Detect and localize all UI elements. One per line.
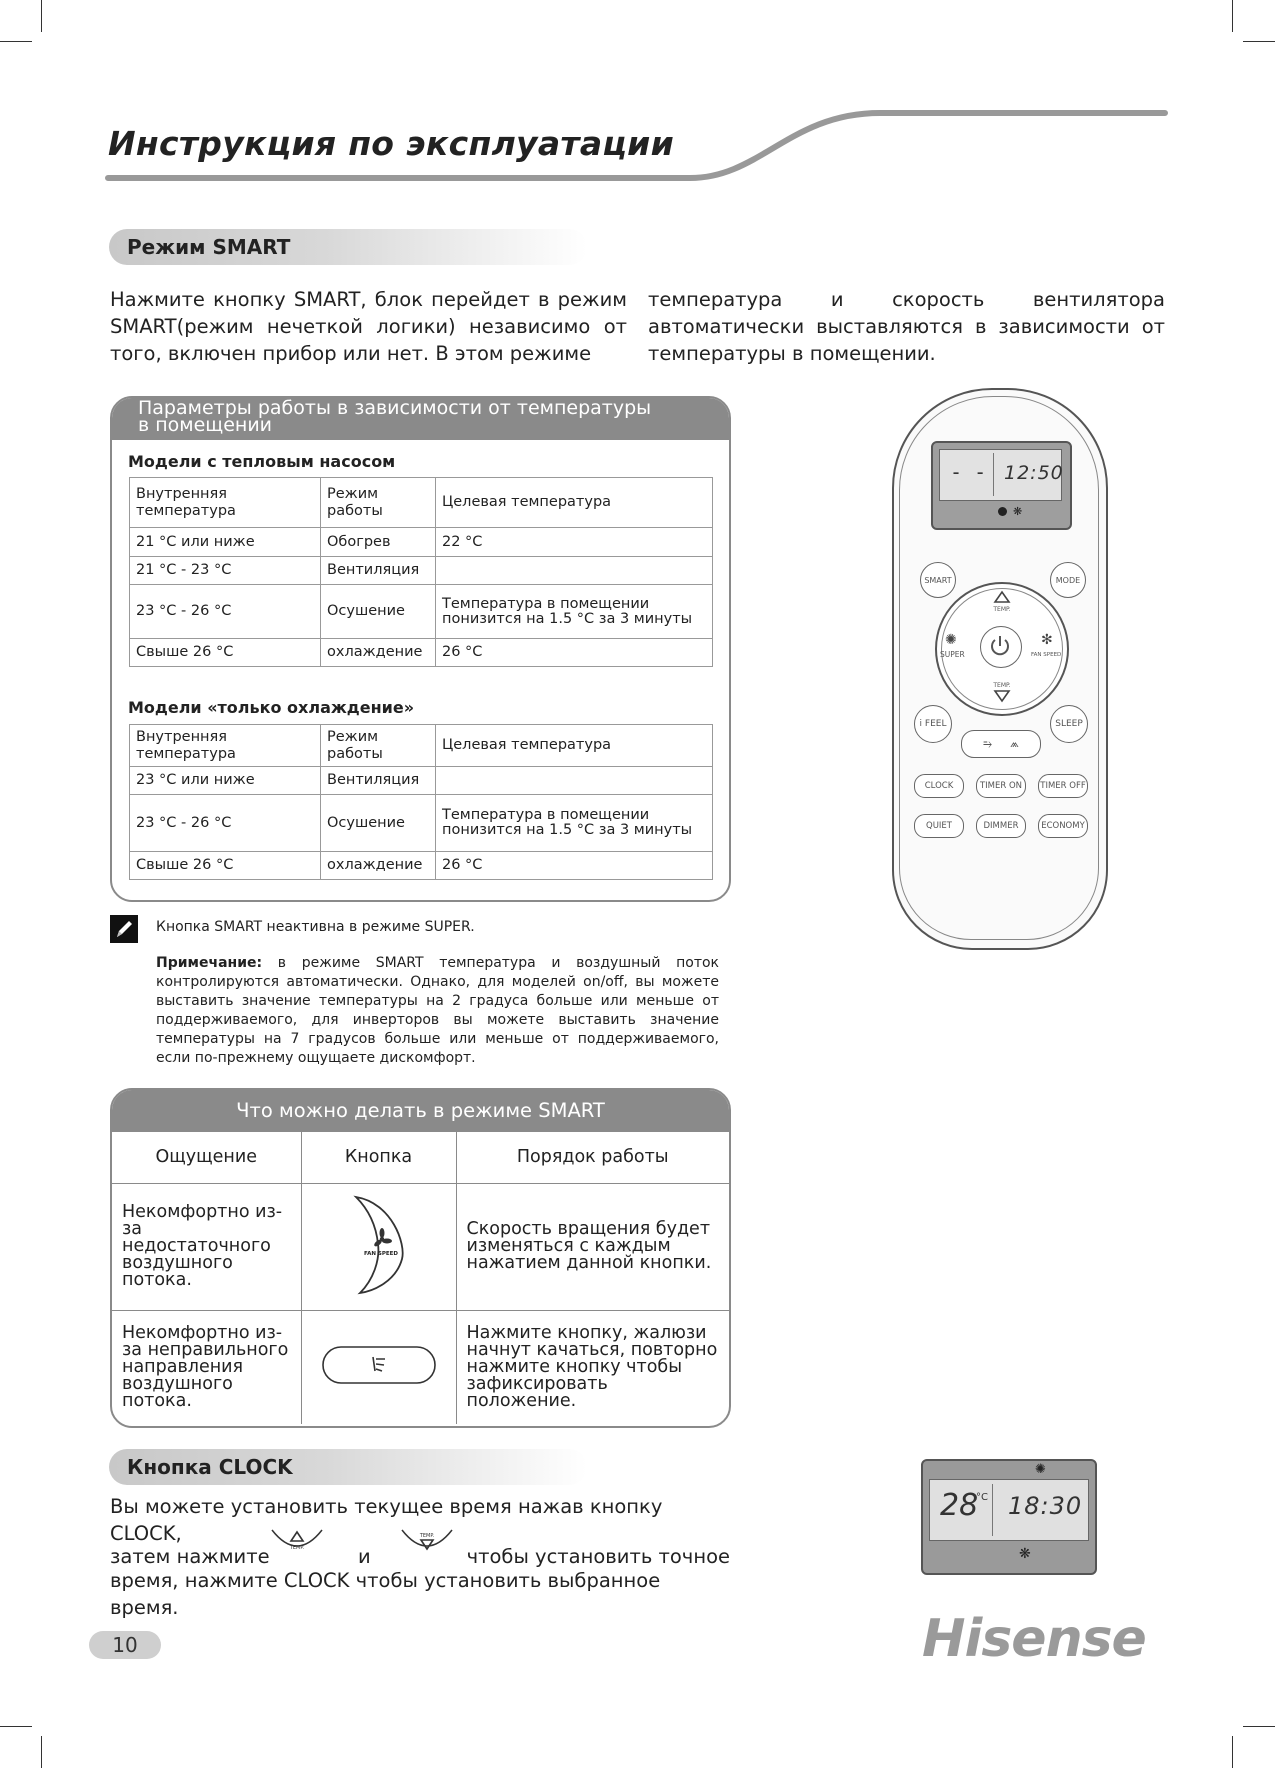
smart-section-title: Режим SMART xyxy=(109,229,587,265)
params-panel-title-line1: Параметры работы в зависимости от температуры xyxy=(138,397,652,419)
smart-actions-title: Что можно делать в режиме SMART xyxy=(112,1090,729,1132)
temp-up-button-label: TEMP. xyxy=(993,606,1011,613)
params-panel xyxy=(110,396,731,902)
table-cell: 22 °C xyxy=(436,528,713,557)
smart-actions-header-feeling: Ощущение xyxy=(112,1132,301,1183)
table-row xyxy=(130,639,713,667)
heatpump-header-temp: Внутренняя температура xyxy=(130,478,321,528)
remark xyxy=(156,954,719,1068)
smart-paragraph-right: температура и скорость вентилятора автоматически выставляются в зависимости от температуры в помещении. xyxy=(648,288,1165,365)
cooling-header-target: Целевая температура xyxy=(436,725,713,767)
table-cell: Температура в помещении понизится на 1.5 °C за 3 минуты xyxy=(436,795,713,852)
clock-lcd-divider xyxy=(992,1484,993,1536)
table-cell: Осушение xyxy=(321,585,436,639)
clock-line2-b: и xyxy=(358,1545,371,1568)
swing-button[interactable] xyxy=(961,730,1041,758)
super-button-label[interactable]: SUPER xyxy=(940,650,965,659)
table-cell xyxy=(436,767,713,795)
clock-line3: время, нажмите CLOCK чтобы установить выбранное время. xyxy=(110,1569,661,1619)
super-note: Кнопка SMART неактивна в режиме SUPER. xyxy=(156,919,475,935)
clock-display-unit: °C xyxy=(976,1492,988,1503)
page-title: Инструкция по эксплуатации xyxy=(108,124,675,163)
timer-off-button[interactable]: TIMER OFF xyxy=(1038,774,1088,798)
table-cell: 21 °C - 23 °C xyxy=(130,557,321,585)
cooling-header-temp: Внутренняя температура xyxy=(130,725,321,767)
clock-display-temp: 28 xyxy=(940,1488,979,1523)
remote-display xyxy=(931,441,1072,530)
table-row xyxy=(130,557,713,585)
smart-button[interactable]: SMART xyxy=(920,562,956,598)
table-cell: Скорость вращения будет изменяться с каждым нажатием данной кнопки. xyxy=(456,1183,729,1310)
temp-up-button[interactable] xyxy=(988,587,1016,613)
temp-up-icon xyxy=(270,1526,324,1556)
clock-section-title: Кнопка CLOCK xyxy=(109,1449,587,1485)
smart-actions-header-action: Порядок работы xyxy=(456,1132,729,1183)
hisense-logo: Hisense xyxy=(922,1609,1146,1669)
fan-speed-button-cell xyxy=(301,1183,456,1310)
table-row xyxy=(130,767,713,795)
smart-actions-panel xyxy=(110,1088,731,1428)
table-cell: Вентиляция xyxy=(321,767,436,795)
table-row xyxy=(112,1310,729,1424)
cooling-table xyxy=(129,724,713,880)
clock-line2-c: чтобы установить точное xyxy=(466,1545,730,1568)
table-row xyxy=(130,852,713,880)
heatpump-table xyxy=(129,477,713,667)
ifeel-button[interactable]: i FEEL xyxy=(914,705,952,743)
page-number: 10 xyxy=(89,1631,161,1659)
power-icon xyxy=(987,633,1013,659)
swing-button-cell xyxy=(301,1310,456,1424)
remote-display-time: 12:50 xyxy=(1004,462,1064,484)
temp-up-label: TEMP. xyxy=(289,1545,305,1551)
moon-icon xyxy=(998,507,1007,516)
clock-display xyxy=(921,1459,1097,1575)
table-cell: 23 °C - 26 °C xyxy=(130,795,321,852)
table-cell: 23 °C - 26 °C xyxy=(130,585,321,639)
fan-speed-button-label[interactable]: FAN SPEED xyxy=(1031,652,1062,658)
clock-button[interactable]: CLOCK xyxy=(914,774,964,798)
table-cell: Осушение xyxy=(321,795,436,852)
cooling-subtitle: Модели «только охлаждение» xyxy=(128,698,415,717)
dimmer-button[interactable]: DIMMER xyxy=(976,814,1026,838)
table-row xyxy=(130,528,713,557)
remote-display-left: - - xyxy=(950,460,987,484)
cooling-header-mode: Режим работы xyxy=(321,725,436,767)
table-row xyxy=(130,795,713,852)
timer-on-button[interactable]: TIMER ON xyxy=(976,774,1026,798)
smart-actions-table xyxy=(112,1132,729,1424)
temp-down-icon xyxy=(400,1526,454,1556)
table-cell: Свыше 26 °C xyxy=(130,639,321,667)
table-cell: Некомфортно из-за недостаточного воздушного потока. xyxy=(112,1183,301,1310)
clock-line1: Вы можете установить текущее время нажав кнопку CLOCK, xyxy=(110,1495,663,1545)
super-icon: ✺ xyxy=(945,632,957,648)
table-row xyxy=(130,585,713,639)
table-cell: 21 °C или ниже xyxy=(130,528,321,557)
table-cell: 23 °C или ниже xyxy=(130,767,321,795)
clock-lcd xyxy=(929,1479,1089,1541)
params-panel-title-line2: в помещении xyxy=(138,414,273,436)
fan-indicator-icon: ❋ xyxy=(1013,505,1023,518)
heatpump-subtitle: Модели с тепловым насосом xyxy=(128,452,396,471)
remark-text: в режиме SMART температура и воздушный поток контролируются автоматически. Однако, для моделей on/off, вы можете выставить значение температуры на 2 градуса больше или меньше от поддерживаемого, для инверторов вы можете выставить значение температуры на 7 градусов больше или меньше от поддерживаемого, если по-прежнему ощущаете дискомфорт. xyxy=(156,955,720,1066)
table-row xyxy=(112,1183,729,1310)
table-cell: охлаждение xyxy=(321,852,436,880)
smart-paragraph-left: Нажмите кнопку SMART, блок перейдет в режим SMART(режим нечеткой логики) независимо от того, включен прибор или нет. В этом режиме xyxy=(110,288,627,365)
temp-down-label: TEMP. xyxy=(419,1533,435,1539)
sleep-button[interactable]: SLEEP xyxy=(1050,705,1088,743)
clock-display-time: 18:30 xyxy=(1008,1492,1083,1520)
table-cell: Вентиляция xyxy=(321,557,436,585)
quiet-button[interactable]: QUIET xyxy=(914,814,964,838)
table-cell: Температура в помещении понизится на 1.5 °C за 3 минуты xyxy=(436,585,713,639)
fan-speed-button-icon xyxy=(344,1189,414,1299)
heatpump-header-mode: Режим работы xyxy=(321,478,436,528)
table-cell xyxy=(436,557,713,585)
smart-actions-header-button: Кнопка xyxy=(301,1132,456,1183)
swing-horizontal-icon: ⩕ xyxy=(1010,737,1019,750)
table-cell: 26 °C xyxy=(436,852,713,880)
table-cell: Свыше 26 °C xyxy=(130,852,321,880)
remote-lcd xyxy=(939,449,1062,501)
clock-display-fan-icon: ❋ xyxy=(1019,1546,1031,1562)
swing-button-icon xyxy=(321,1345,437,1385)
clock-line2-a: затем нажмите xyxy=(110,1545,270,1568)
remark-label: Примечание: xyxy=(156,955,263,971)
swing-vertical-icon: ⥱ xyxy=(983,737,993,750)
table-cell: Нажмите кнопку, жалюзи начнут качаться, повторно нажмите кнопку чтобы зафиксировать положение. xyxy=(466,1322,718,1411)
mode-button[interactable]: MODE xyxy=(1050,562,1086,598)
table-cell: Некомфортно из-за неправильного направления воздушного потока. xyxy=(112,1310,301,1424)
clock-display-top-icon: ✺ xyxy=(1035,1462,1046,1477)
table-cell: Обогрев xyxy=(321,528,436,557)
note-pencil-icon xyxy=(110,915,138,943)
temp-down-button-label: TEMP. xyxy=(993,682,1011,689)
temp-down-button[interactable] xyxy=(988,678,1016,706)
remote-lcd-divider xyxy=(993,453,994,496)
fan-speed-icon: ✻ xyxy=(1041,632,1053,648)
table-cell: охлаждение xyxy=(321,639,436,667)
economy-button[interactable]: ECONOMY xyxy=(1038,814,1088,838)
table-cell: 26 °C xyxy=(436,639,713,667)
heatpump-header-target: Целевая температура xyxy=(436,478,713,528)
params-panel-header xyxy=(112,398,729,440)
fan-speed-button-label: FAN SPEED xyxy=(363,1251,398,1257)
